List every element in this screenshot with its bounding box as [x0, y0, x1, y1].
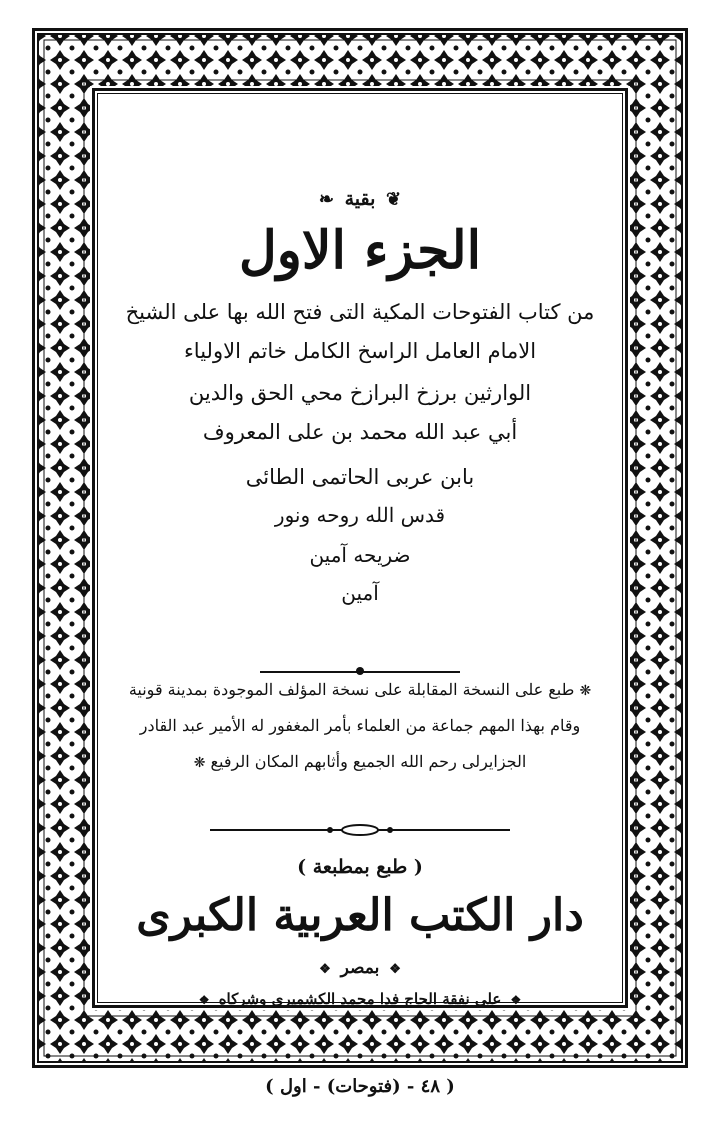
- bakiyya-text: بقية: [344, 188, 376, 210]
- title-line: آمين: [341, 581, 379, 605]
- floral-ornament-icon: ❖: [510, 993, 522, 1007]
- title-line: من كتاب الفتوحات المكية التى فتح الله بها على الشيخ: [125, 300, 595, 324]
- continuation-label: [100, 188, 620, 210]
- floral-ornament-icon: ❦: [386, 189, 402, 210]
- star-ornament-icon: ❋: [193, 755, 206, 771]
- floral-ornament-icon: ❖: [198, 993, 210, 1007]
- city-text: بمصر: [340, 958, 380, 978]
- note-text: طبع على النسخة المقابلة على نسخة المؤلف الموجودة بمدينة قونية: [128, 680, 575, 699]
- scroll-divider-icon: [210, 822, 510, 838]
- expense-note: [100, 990, 620, 1008]
- title-line: ضريحه آمين: [309, 543, 411, 567]
- title-line: أبي عبد الله محمد بن على المعروف: [202, 420, 518, 444]
- title-line: بابن عربى الحاتمى الطائى: [245, 465, 475, 489]
- floral-ornament-icon: ❖: [389, 962, 401, 977]
- note-line: وقام بهذا المهم جماعة من العلماء بأمر المغفور له الأمير عبد القادر: [139, 716, 581, 735]
- title-page: [100, 100, 620, 1008]
- divider-center-dot: [356, 667, 364, 675]
- page-signature: ( ٤٨ - (فتوحات) - اول ): [265, 1076, 455, 1097]
- title-line: قدس الله روحه ونور: [274, 503, 446, 527]
- title-line: الوارثين برزخ البرازخ محي الحق والدين: [188, 381, 532, 405]
- volume-title: الجزء الاول: [238, 220, 482, 281]
- floral-ornament-icon: ❧: [318, 189, 334, 210]
- note-line: [100, 752, 620, 771]
- floral-ornament-icon: ❖: [319, 962, 331, 977]
- title-line: الامام العامل الراسخ الكامل خاتم الاولياء: [183, 339, 537, 363]
- printed-at-label: ( طبع بمطبعة ): [297, 856, 423, 878]
- expense-text: على نفقة الحاج فدا محمد الكشميرى وشركاه: [218, 990, 502, 1008]
- note-text: الجزايرلى رحم الله الجميع وأثابهم المكان الرفيع: [210, 752, 527, 771]
- publisher-name: دار الكتب العربية الكبرى: [136, 890, 584, 941]
- note-line: [100, 680, 620, 699]
- city-label: [100, 958, 620, 978]
- star-ornament-icon: ❋: [579, 683, 592, 699]
